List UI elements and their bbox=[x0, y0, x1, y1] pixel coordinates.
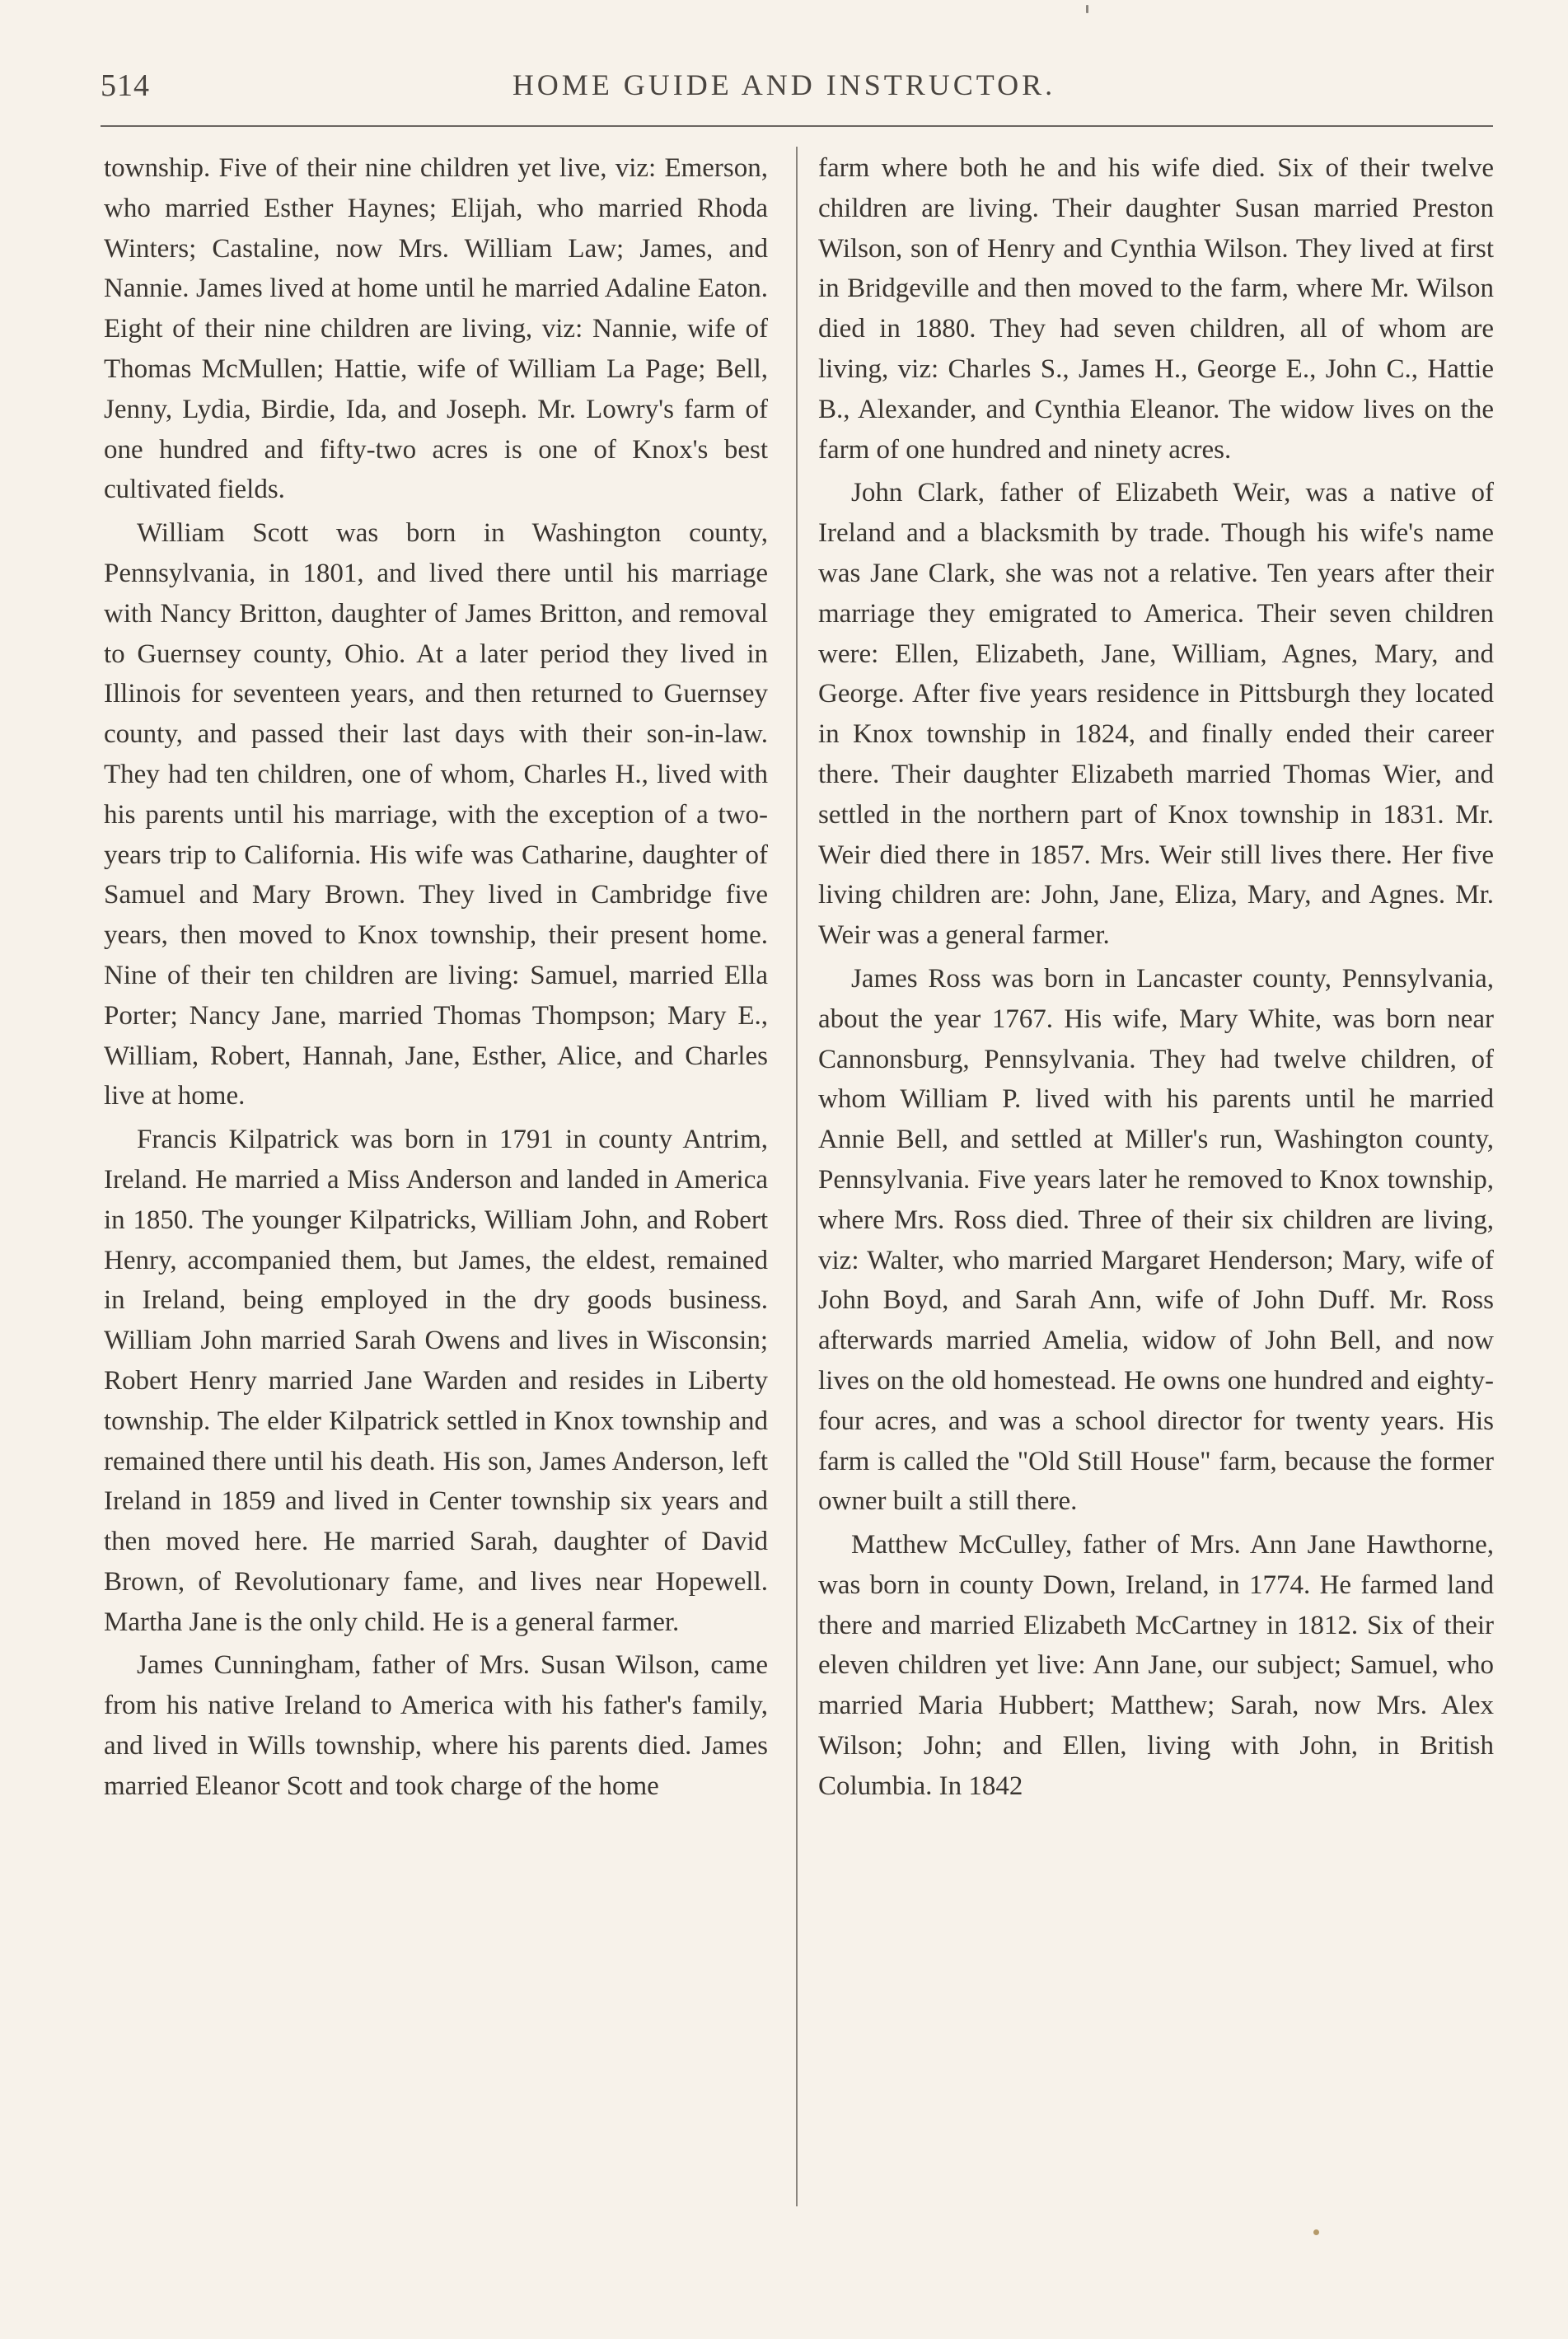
ink-speck bbox=[1086, 5, 1088, 13]
header-rule bbox=[101, 125, 1493, 127]
left-paragraph-1: township. Five of their nine children yet live, viz: Emerson, who married Esther Haynes; Elijah, who married Rhoda Winters; Castaline, now Mrs. William Law; James, and Nannie. James lived at home until he married Adaline Eaton. Eight of their nine children are living, viz: Nannie, wife of Thomas McMullen; Hattie, wife of William La Page; Bell, Jenny, Lydia, Birdie, Ida, and Joseph. Mr. Lowry's farm of one hundred and fifty-two acres is one of Knox's best cultivated fields. bbox=[104, 153, 768, 505]
running-title: HOME GUIDE AND INSTRUCTOR. bbox=[512, 68, 1056, 101]
running-head bbox=[0, 68, 1568, 117]
left-paragraph-4: James Cunningham, father of Mrs. Susan Wilson, came from his native Ireland to America with his father's family, and lived in Wills township, where his parents died. James married Eleanor Scott and took charge of the home bbox=[104, 1650, 768, 1801]
page-number: 514 bbox=[101, 68, 150, 103]
ink-speck bbox=[1313, 2229, 1319, 2235]
right-paragraph-1: farm where both he and his wife died. Six of their twelve children are living. Their daughter Susan married Preston Wilson, son of Henry and Cynthia Wilson. They lived at first in Bridgeville and then moved to the farm, where Mr. Wilson died in 1880. They had seven children, all of whom are living, viz: Charles S., James H., George E., John C., Hattie B., Alexander, and Cynthia Eleanor. The widow lives on the farm of one hundred and ninety acres. bbox=[818, 153, 1494, 465]
right-paragraph-3: James Ross was born in Lancaster county, Pennsylvania, about the year 1767. His wife, Mary White, was born near Cannonsburg, Pennsylvania. They had twelve children, of whom William P. lived with his parents until he married Annie Bell, and settled at Miller's run, Washington county, Pennsylvania. Five years later he removed to Knox township, where Mrs. Ross died. Three of their six children are living, viz: Walter, who married Margaret Henderson; Mary, wife of John Boyd, and Sarah Ann, wife of John Duff. Mr. Ross afterwards married Amelia, widow of John Bell, and now lives on the old homestead. He owns one hundred and eighty-four acres, and was a school director for twenty years. His farm is called the "Old Still House" farm, because the former owner built a still there. bbox=[818, 963, 1494, 1517]
right-column bbox=[818, 148, 1494, 1807]
column-divider bbox=[796, 147, 798, 2206]
left-paragraph-3: Francis Kilpatrick was born in 1791 in county Antrim, Ireland. He married a Miss Anderson and landed in America in 1850. The younger Kilpatricks, William John, and Robert Henry, accompanied them, but James, the eldest, remained in Ireland, being employed in the dry goods business. William John married Sarah Owens and lives in Wisconsin; Robert Henry married Jane Warden and resides in Liberty township. The elder Kilpatrick settled in Knox township and remained there until his death. His son, James Anderson, left Ireland in 1859 and lived in Center township six years and then moved here. He married Sarah, daughter of David Brown, of Revolutionary fame, and lives near Hopewell. Martha Jane is the only child. He is a general farmer. bbox=[104, 1125, 768, 1637]
right-paragraph-4: Matthew McCulley, father of Mrs. Ann Jane Hawthorne, was born in county Down, Ireland, in 1774. He farmed land there and married Elizabeth McCartney in 1812. Six of their eleven children yet live: Ann Jane, our subject; Samuel, who married Maria Hubbert; Matthew; Sarah, now Mrs. Alex Wilson; John; and Ellen, living with John, in British Columbia. In 1842 bbox=[818, 1530, 1494, 1801]
left-column bbox=[104, 148, 768, 1807]
right-paragraph-2: John Clark, father of Elizabeth Weir, was a native of Ireland and a blacksmith by trade. Though his wife's name was Jane Clark, she was not a relative. Ten years after their marriage they emigrated to America. Their seven children were: Ellen, Elizabeth, Jane, William, Agnes, Mary, and George. After five years residence in Pittsburgh they located in Knox township in 1824, and finally ended their career there. Their daughter Elizabeth married Thomas Wier, and settled in the northern part of Knox township in 1831. Mr. Weir died there in 1857. Mrs. Weir still lives there. Her five living children are: John, Jane, Eliza, Mary, and Agnes. Mr. Weir was a general farmer. bbox=[818, 478, 1494, 951]
left-paragraph-2: William Scott was born in Washington county, Pennsylvania, in 1801, and lived there until his marriage with Nancy Britton, daughter of James Britton, and removal to Guernsey county, Ohio. At a later period they lived in Illinois for seventeen years, and then returned to Guernsey county, and passed their last days with their son-in-law. They had ten children, one of whom, Charles H., lived with his parents until his marriage, with the exception of a two-years trip to California. His wife was Catharine, daughter of Samuel and Mary Brown. They lived in Cambridge five years, then moved to Knox township, their present home. Nine of their ten children are living: Samuel, married Ella Porter; Nancy Jane, married Thomas Thompson; Mary E., William, Robert, Hannah, Jane, Esther, Alice, and Charles live at home. bbox=[104, 518, 768, 1111]
